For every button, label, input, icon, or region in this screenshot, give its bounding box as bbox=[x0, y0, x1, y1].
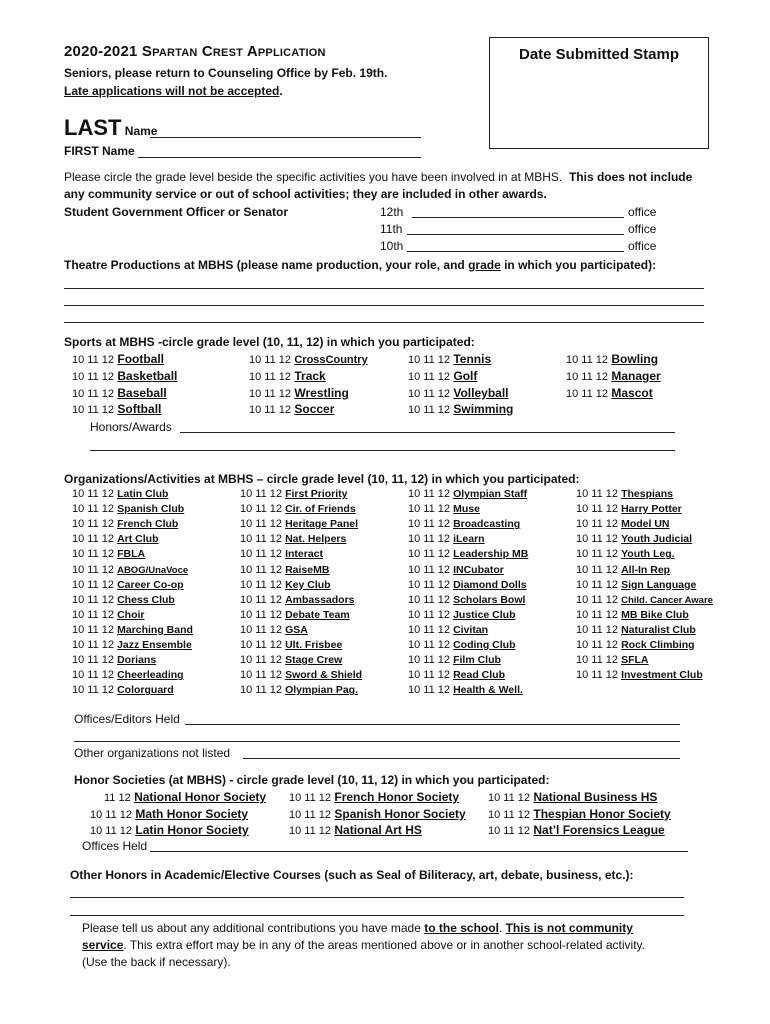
sport-item[interactable] bbox=[566, 386, 653, 400]
org-item[interactable] bbox=[240, 594, 355, 606]
org-item[interactable] bbox=[240, 548, 323, 560]
grade-levels[interactable]: 10 11 12 bbox=[289, 792, 332, 804]
sport-item[interactable] bbox=[249, 386, 349, 400]
sport-item[interactable] bbox=[72, 386, 167, 400]
grade-levels[interactable]: 10 11 12 bbox=[240, 533, 283, 546]
org-item[interactable] bbox=[72, 579, 184, 591]
deadline-note: Seniors, please return to Counseling Office by Feb. 19th. bbox=[64, 66, 388, 80]
grade-levels[interactable]: 10 11 12 bbox=[408, 371, 451, 383]
org-name: Film Club bbox=[453, 654, 501, 667]
org-name: Debate Team bbox=[285, 608, 350, 621]
grade-levels[interactable]: 10 11 12 bbox=[488, 792, 531, 804]
org-item[interactable] bbox=[408, 579, 527, 591]
hs-offices-field[interactable] bbox=[150, 851, 688, 852]
org-item[interactable] bbox=[72, 564, 188, 576]
org-name: Dorians bbox=[117, 654, 157, 667]
sport-name: Softball bbox=[117, 402, 162, 416]
org-name: Marching Band bbox=[117, 623, 193, 636]
org-name: ABOG/UnaVoce bbox=[117, 564, 189, 576]
other-orgs-field[interactable] bbox=[243, 758, 680, 759]
sport-item[interactable] bbox=[408, 402, 513, 416]
org-name: Rock Climbing bbox=[621, 639, 695, 651]
org-item[interactable] bbox=[576, 548, 675, 560]
grade-levels[interactable]: 10 11 12 bbox=[408, 518, 451, 531]
org-item[interactable] bbox=[240, 654, 342, 666]
grade-levels[interactable]: 10 11 12 bbox=[72, 669, 115, 682]
grade-levels[interactable]: 10 11 12 bbox=[249, 388, 292, 400]
org-item[interactable] bbox=[576, 579, 696, 591]
grade-levels[interactable]: 10 11 12 bbox=[240, 503, 283, 516]
grade-levels[interactable]: 10 11 12 bbox=[72, 404, 115, 416]
honor-society-name: Spanish Honor Society bbox=[334, 807, 466, 821]
grade-levels[interactable]: 10 11 12 bbox=[488, 809, 531, 821]
org-name: FBLA bbox=[117, 548, 146, 561]
sg-10th: 10th bbox=[380, 239, 404, 253]
offices-editors-field[interactable] bbox=[185, 724, 680, 725]
grade-levels[interactable]: 10 11 12 bbox=[408, 533, 451, 546]
grade-levels[interactable]: 10 11 12 bbox=[488, 825, 531, 837]
honor-society-item[interactable] bbox=[90, 823, 249, 837]
org-item[interactable] bbox=[576, 654, 649, 666]
org-name: French Club bbox=[117, 518, 179, 531]
sg-12th-field[interactable] bbox=[412, 217, 624, 218]
org-item[interactable] bbox=[72, 609, 145, 621]
grade-levels[interactable]: 10 11 12 bbox=[408, 684, 451, 697]
grade-levels[interactable]: 10 11 12 bbox=[408, 593, 451, 606]
org-name: Investment Club bbox=[621, 669, 703, 682]
first-name-field[interactable] bbox=[138, 157, 421, 158]
org-item[interactable] bbox=[240, 488, 348, 500]
grade-levels[interactable]: 10 11 12 bbox=[72, 684, 115, 697]
org-item[interactable] bbox=[240, 624, 308, 636]
grade-levels[interactable]: 10 11 12 bbox=[408, 488, 451, 500]
org-item[interactable] bbox=[408, 564, 504, 576]
grade-levels[interactable]: 10 11 12 bbox=[408, 548, 451, 561]
last-label: LAST bbox=[64, 115, 122, 140]
grade-levels[interactable]: 10 11 12 bbox=[576, 654, 619, 667]
grade-levels[interactable]: 10 11 12 bbox=[576, 593, 619, 606]
org-item[interactable] bbox=[408, 654, 501, 666]
org-item[interactable] bbox=[408, 639, 515, 651]
grade-levels[interactable]: 10 11 12 bbox=[240, 654, 283, 667]
org-name: Civitan bbox=[453, 623, 489, 636]
grade-levels[interactable]: 10 11 12 bbox=[240, 488, 283, 500]
first-name-label: FIRST Name bbox=[64, 144, 135, 158]
org-item[interactable] bbox=[72, 639, 192, 651]
org-name: Muse bbox=[453, 503, 480, 516]
honor-society-name: National Business HS bbox=[533, 790, 658, 804]
grade-levels[interactable]: 10 11 12 bbox=[240, 608, 283, 621]
last-name-row bbox=[64, 115, 157, 141]
grade-levels[interactable]: 10 11 12 bbox=[240, 518, 283, 531]
grade-levels[interactable]: 10 11 12 bbox=[249, 354, 292, 366]
org-item[interactable] bbox=[240, 684, 358, 696]
sg-11th-office: office bbox=[628, 222, 657, 236]
sport-item[interactable] bbox=[249, 352, 368, 366]
sport-name: Volleyball bbox=[453, 386, 509, 400]
org-item[interactable] bbox=[408, 518, 520, 530]
org-item[interactable] bbox=[72, 594, 175, 606]
instructions: Please circle the grade level beside the specific activities you have been involved in at MBHS. This does not include any community service or out of school activities; they are included in other awards. bbox=[64, 170, 693, 201]
grade-levels[interactable]: 10 11 12 bbox=[408, 503, 451, 516]
org-item[interactable] bbox=[408, 609, 516, 621]
org-item[interactable] bbox=[240, 503, 356, 515]
grade-levels[interactable]: 10 11 12 bbox=[576, 578, 619, 591]
grade-levels[interactable]: 10 11 12 bbox=[72, 654, 115, 667]
grade-levels[interactable]: 10 11 12 bbox=[289, 825, 332, 837]
org-name: Ult. Frisbee bbox=[285, 639, 343, 651]
org-item[interactable] bbox=[408, 684, 523, 696]
honor-society-name: Latin Honor Society bbox=[135, 823, 249, 837]
org-item[interactable] bbox=[576, 669, 703, 681]
org-name: Youth Judicial bbox=[621, 533, 693, 546]
org-name: Naturalist Club bbox=[621, 623, 696, 636]
org-name: Justice Club bbox=[453, 608, 516, 621]
honor-society-name: Thespian Honor Society bbox=[533, 807, 671, 821]
sport-item[interactable] bbox=[566, 369, 661, 383]
sport-name: Bowling bbox=[611, 352, 659, 366]
grade-levels[interactable]: 10 11 12 bbox=[240, 684, 283, 697]
org-name: RaiseMB bbox=[285, 563, 330, 576]
grade-levels[interactable]: 10 11 12 bbox=[240, 669, 283, 682]
org-name: Harry Potter bbox=[621, 503, 682, 516]
sport-name: Tennis bbox=[453, 352, 492, 366]
contributions-text: Please tell us about any additional contributions you have made to the school. This is not community service. This extra effort may be in any of the areas mentioned above or in another school-related activity. (Use the back if necessary). bbox=[82, 921, 645, 969]
honor-society-item[interactable] bbox=[488, 790, 657, 804]
org-name: Art Club bbox=[117, 533, 159, 546]
sport-name: Golf bbox=[453, 369, 478, 383]
sport-name: Manager bbox=[611, 369, 661, 383]
last-name-field[interactable] bbox=[150, 137, 421, 138]
org-name: All-In Rep bbox=[621, 563, 671, 576]
org-item[interactable] bbox=[72, 624, 193, 636]
grade-levels[interactable]: 10 11 12 bbox=[408, 669, 451, 682]
org-item[interactable] bbox=[240, 669, 362, 681]
grade-levels[interactable]: 10 11 12 bbox=[72, 518, 115, 531]
sport-item[interactable] bbox=[408, 369, 477, 383]
honor-society-item[interactable] bbox=[90, 807, 248, 821]
grade-levels[interactable]: 10 11 12 bbox=[72, 578, 115, 591]
last-name-label: Name bbox=[124, 124, 158, 138]
org-name: Interact bbox=[285, 548, 324, 561]
honor-society-item[interactable] bbox=[104, 790, 266, 804]
org-name: Sword & Shield bbox=[285, 669, 363, 682]
grade-levels[interactable]: 10 11 12 bbox=[408, 563, 451, 576]
grade-levels[interactable]: 10 11 12 bbox=[72, 488, 115, 500]
org-name: Career Co-op bbox=[117, 578, 184, 591]
org-item[interactable] bbox=[408, 488, 527, 500]
sport-name: Wrestling bbox=[294, 386, 349, 400]
org-item[interactable] bbox=[72, 548, 145, 560]
sport-name: Swimming bbox=[453, 402, 514, 416]
grade-levels[interactable]: 10 11 12 bbox=[72, 371, 115, 383]
grade-levels[interactable]: 10 11 12 bbox=[72, 563, 115, 576]
form-title: 2020-2021 Spartan Crest Application bbox=[64, 43, 326, 60]
org-item[interactable] bbox=[408, 669, 505, 681]
sg-11th-field[interactable] bbox=[407, 234, 624, 235]
grade-levels[interactable]: 10 11 12 bbox=[72, 593, 115, 606]
honor-society-name: National Art HS bbox=[334, 823, 422, 837]
honor-society-item[interactable] bbox=[289, 807, 466, 821]
date-stamp-label: Date Submitted Stamp bbox=[518, 46, 680, 63]
org-name: Read Club bbox=[453, 669, 505, 682]
sg-11th: 11th bbox=[380, 222, 403, 236]
org-item[interactable] bbox=[408, 533, 485, 545]
org-name: Latin Club bbox=[117, 488, 169, 500]
honor-societies-label: Honor Societies (at MBHS) - circle grade level (10, 11, 12) in which you participated: bbox=[74, 773, 550, 787]
grade-levels[interactable]: 10 11 12 bbox=[566, 371, 609, 383]
org-name: First Priority bbox=[285, 488, 348, 500]
org-name: Cheerleading bbox=[117, 669, 184, 682]
sport-item[interactable] bbox=[249, 369, 326, 383]
org-name: Olympian Pag. bbox=[285, 684, 359, 697]
honors-awards-field[interactable] bbox=[180, 432, 675, 433]
theatre-line-2[interactable] bbox=[64, 305, 704, 306]
honors-awards-label: Honors/Awards bbox=[90, 420, 172, 434]
org-name: iLearn bbox=[453, 533, 485, 546]
grade-levels[interactable]: 10 11 12 bbox=[408, 654, 451, 667]
grade-levels[interactable]: 10 11 12 bbox=[576, 623, 619, 636]
org-name: Nat. Helpers bbox=[285, 533, 347, 546]
honor-society-item[interactable] bbox=[289, 790, 459, 804]
org-name: Health & Well. bbox=[453, 684, 523, 697]
date-stamp-box[interactable] bbox=[489, 37, 709, 149]
sg-12th-office: office bbox=[628, 205, 657, 219]
org-name: Thespians bbox=[621, 488, 674, 500]
sport-item[interactable] bbox=[72, 352, 164, 366]
grade-levels[interactable]: 10 11 12 bbox=[72, 533, 115, 546]
grade-levels[interactable]: 10 11 12 bbox=[249, 404, 292, 416]
org-name: Cir. of Friends bbox=[285, 503, 356, 516]
sg-12th: 12th bbox=[380, 205, 404, 219]
grade-levels[interactable]: 10 11 12 bbox=[408, 608, 451, 621]
grade-levels[interactable]: 10 11 12 bbox=[240, 639, 283, 651]
late-note: Late applications will not be accepted. bbox=[64, 84, 283, 98]
org-item[interactable] bbox=[576, 533, 692, 545]
org-name: Leadership MB bbox=[453, 548, 529, 561]
sport-name: Soccer bbox=[294, 402, 335, 416]
org-name: Colorguard bbox=[117, 684, 174, 697]
org-item[interactable] bbox=[240, 579, 331, 591]
honor-society-name: French Honor Society bbox=[334, 790, 460, 804]
honor-society-item[interactable] bbox=[289, 823, 422, 837]
grade-levels[interactable]: 11 12 bbox=[104, 792, 131, 804]
grade-levels[interactable]: 10 11 12 bbox=[408, 404, 451, 416]
org-item[interactable] bbox=[72, 669, 184, 681]
theatre-line-3[interactable] bbox=[64, 322, 704, 323]
grade-levels[interactable]: 10 11 12 bbox=[72, 608, 115, 621]
honor-society-name: Math Honor Society bbox=[135, 807, 249, 821]
org-name: Ambassadors bbox=[285, 593, 355, 606]
grade-levels[interactable]: 10 11 12 bbox=[576, 548, 619, 561]
grade-levels[interactable]: 10 11 12 bbox=[90, 825, 133, 837]
org-item[interactable] bbox=[576, 594, 713, 606]
org-item[interactable] bbox=[576, 639, 695, 651]
grade-levels[interactable]: 10 11 12 bbox=[408, 388, 451, 400]
grade-levels[interactable]: 10 11 12 bbox=[72, 354, 115, 366]
org-name: GSA bbox=[285, 623, 308, 636]
sport-item[interactable] bbox=[408, 352, 491, 366]
honor-society-name: Nat’l Forensics League bbox=[533, 823, 665, 837]
grade-levels[interactable]: 10 11 12 bbox=[240, 548, 283, 561]
hs-offices-label: Offices Held bbox=[82, 839, 148, 853]
sport-name: CrossCountry bbox=[294, 354, 368, 366]
sport-item[interactable] bbox=[72, 369, 177, 383]
org-name: Chess Club bbox=[117, 593, 175, 606]
other-honors-line-2[interactable] bbox=[70, 915, 684, 916]
grade-levels[interactable]: 10 11 12 bbox=[289, 809, 332, 821]
grade-levels[interactable]: 10 11 12 bbox=[566, 388, 609, 400]
org-name: Model UN bbox=[621, 518, 670, 531]
org-name: Choir bbox=[117, 608, 145, 621]
grade-levels[interactable]: 10 11 12 bbox=[72, 388, 115, 400]
org-name: Jazz Ensemble bbox=[117, 639, 192, 651]
sport-item[interactable] bbox=[72, 402, 161, 416]
org-item[interactable] bbox=[408, 503, 480, 515]
grade-levels[interactable]: 10 11 12 bbox=[576, 488, 619, 500]
honors-awards-line-2[interactable] bbox=[90, 450, 675, 451]
other-honors-label: Other Honors in Academic/Elective Courses (such as Seal of Biliteracy, art, debate, business, etc.): bbox=[70, 868, 634, 882]
org-name: Olympian Staff bbox=[453, 488, 528, 500]
org-item[interactable] bbox=[72, 503, 184, 515]
grade-levels[interactable]: 10 11 12 bbox=[566, 354, 609, 366]
org-item[interactable] bbox=[72, 533, 159, 545]
sport-name: Mascot bbox=[611, 386, 653, 400]
org-name: Stage Crew bbox=[285, 654, 343, 667]
org-name: Diamond Dolls bbox=[453, 578, 527, 591]
org-item[interactable] bbox=[576, 488, 673, 500]
grade-levels[interactable]: 10 11 12 bbox=[90, 809, 133, 821]
sports-label: Sports at MBHS -circle grade level (10, 11, 12) in which you participated: bbox=[64, 335, 475, 349]
org-item[interactable] bbox=[240, 518, 358, 530]
other-orgs-label: Other organizations not listed bbox=[74, 746, 231, 760]
org-item[interactable] bbox=[72, 488, 168, 500]
grade-levels[interactable]: 10 11 12 bbox=[72, 503, 115, 516]
org-item[interactable] bbox=[240, 564, 329, 576]
grade-levels[interactable]: 10 11 12 bbox=[576, 608, 619, 621]
grade-levels[interactable]: 10 11 12 bbox=[576, 639, 619, 651]
org-name: Key Club bbox=[285, 578, 331, 591]
org-name: INCubator bbox=[453, 563, 504, 576]
org-item[interactable] bbox=[576, 518, 670, 530]
honor-society-name: National Honor Society bbox=[134, 790, 267, 804]
grade-levels[interactable]: 10 11 12 bbox=[408, 578, 451, 591]
grade-levels[interactable]: 10 11 12 bbox=[408, 639, 451, 651]
org-item[interactable] bbox=[240, 533, 346, 545]
org-item[interactable] bbox=[72, 654, 156, 666]
sport-name: Baseball bbox=[117, 386, 167, 400]
grade-levels[interactable]: 10 11 12 bbox=[72, 623, 115, 636]
sport-name: Football bbox=[117, 352, 165, 366]
grade-levels[interactable]: 10 11 12 bbox=[240, 623, 283, 636]
grade-levels[interactable]: 10 11 12 bbox=[240, 593, 283, 606]
org-item[interactable] bbox=[240, 609, 350, 621]
org-name: Coding Club bbox=[453, 639, 516, 651]
grade-levels[interactable]: 10 11 12 bbox=[576, 563, 619, 576]
org-name: Youth Leg. bbox=[621, 548, 675, 561]
sg-10th-field[interactable] bbox=[407, 251, 624, 252]
org-name: SFLA bbox=[621, 654, 649, 667]
grade-levels[interactable]: 10 11 12 bbox=[240, 563, 283, 576]
sport-item[interactable] bbox=[566, 352, 658, 366]
offices-editors-line-2[interactable] bbox=[74, 741, 680, 742]
grade-levels[interactable]: 10 11 12 bbox=[72, 548, 115, 561]
honor-society-item[interactable] bbox=[488, 823, 665, 837]
grade-levels[interactable]: 10 11 12 bbox=[240, 578, 283, 591]
grade-levels[interactable]: 10 11 12 bbox=[72, 639, 115, 651]
orgs-label: Organizations/Activities at MBHS – circle grade level (10, 11, 12) in which you participated: bbox=[64, 472, 580, 486]
theatre-label: Theatre Productions at MBHS (please name production, your role, and grade in which you participated): bbox=[64, 258, 657, 272]
grade-levels[interactable]: 10 11 12 bbox=[408, 354, 451, 366]
student-gov-label: Student Government Officer or Senator bbox=[64, 205, 289, 219]
sport-item[interactable] bbox=[408, 386, 509, 400]
grade-levels[interactable]: 10 11 12 bbox=[576, 503, 619, 516]
org-item[interactable] bbox=[72, 518, 178, 530]
org-name: MB Bike Club bbox=[621, 608, 689, 621]
honor-society-item[interactable] bbox=[488, 807, 671, 821]
grade-levels[interactable]: 10 11 12 bbox=[249, 371, 292, 383]
offices-editors-label: Offices/Editors Held bbox=[74, 712, 180, 726]
org-name: Child. Cancer Aware bbox=[621, 594, 713, 606]
org-item[interactable] bbox=[576, 609, 689, 621]
org-item[interactable] bbox=[408, 594, 525, 606]
grade-levels[interactable]: 10 11 12 bbox=[576, 533, 619, 546]
theatre-line-1[interactable] bbox=[64, 288, 704, 289]
org-name: Scholars Bowl bbox=[453, 593, 526, 606]
org-name: Broadcasting bbox=[453, 518, 521, 531]
grade-levels[interactable]: 10 11 12 bbox=[408, 623, 451, 636]
org-name: Spanish Club bbox=[117, 503, 185, 516]
org-item[interactable] bbox=[408, 624, 488, 636]
org-item[interactable] bbox=[408, 548, 528, 560]
org-name: Sign Language bbox=[621, 578, 697, 591]
sport-name: Basketball bbox=[117, 369, 178, 383]
grade-levels[interactable]: 10 11 12 bbox=[576, 669, 619, 682]
other-honors-line-1[interactable] bbox=[70, 897, 684, 898]
org-name: Heritage Panel bbox=[285, 518, 359, 531]
org-item[interactable] bbox=[576, 564, 670, 576]
sport-name: Track bbox=[294, 369, 326, 383]
org-item[interactable] bbox=[576, 503, 682, 515]
sport-item[interactable] bbox=[249, 402, 334, 416]
grade-levels[interactable]: 10 11 12 bbox=[576, 518, 619, 531]
org-item[interactable] bbox=[72, 684, 174, 696]
sg-10th-office: office bbox=[628, 239, 657, 253]
org-item[interactable] bbox=[240, 639, 342, 651]
org-item[interactable] bbox=[576, 624, 696, 636]
